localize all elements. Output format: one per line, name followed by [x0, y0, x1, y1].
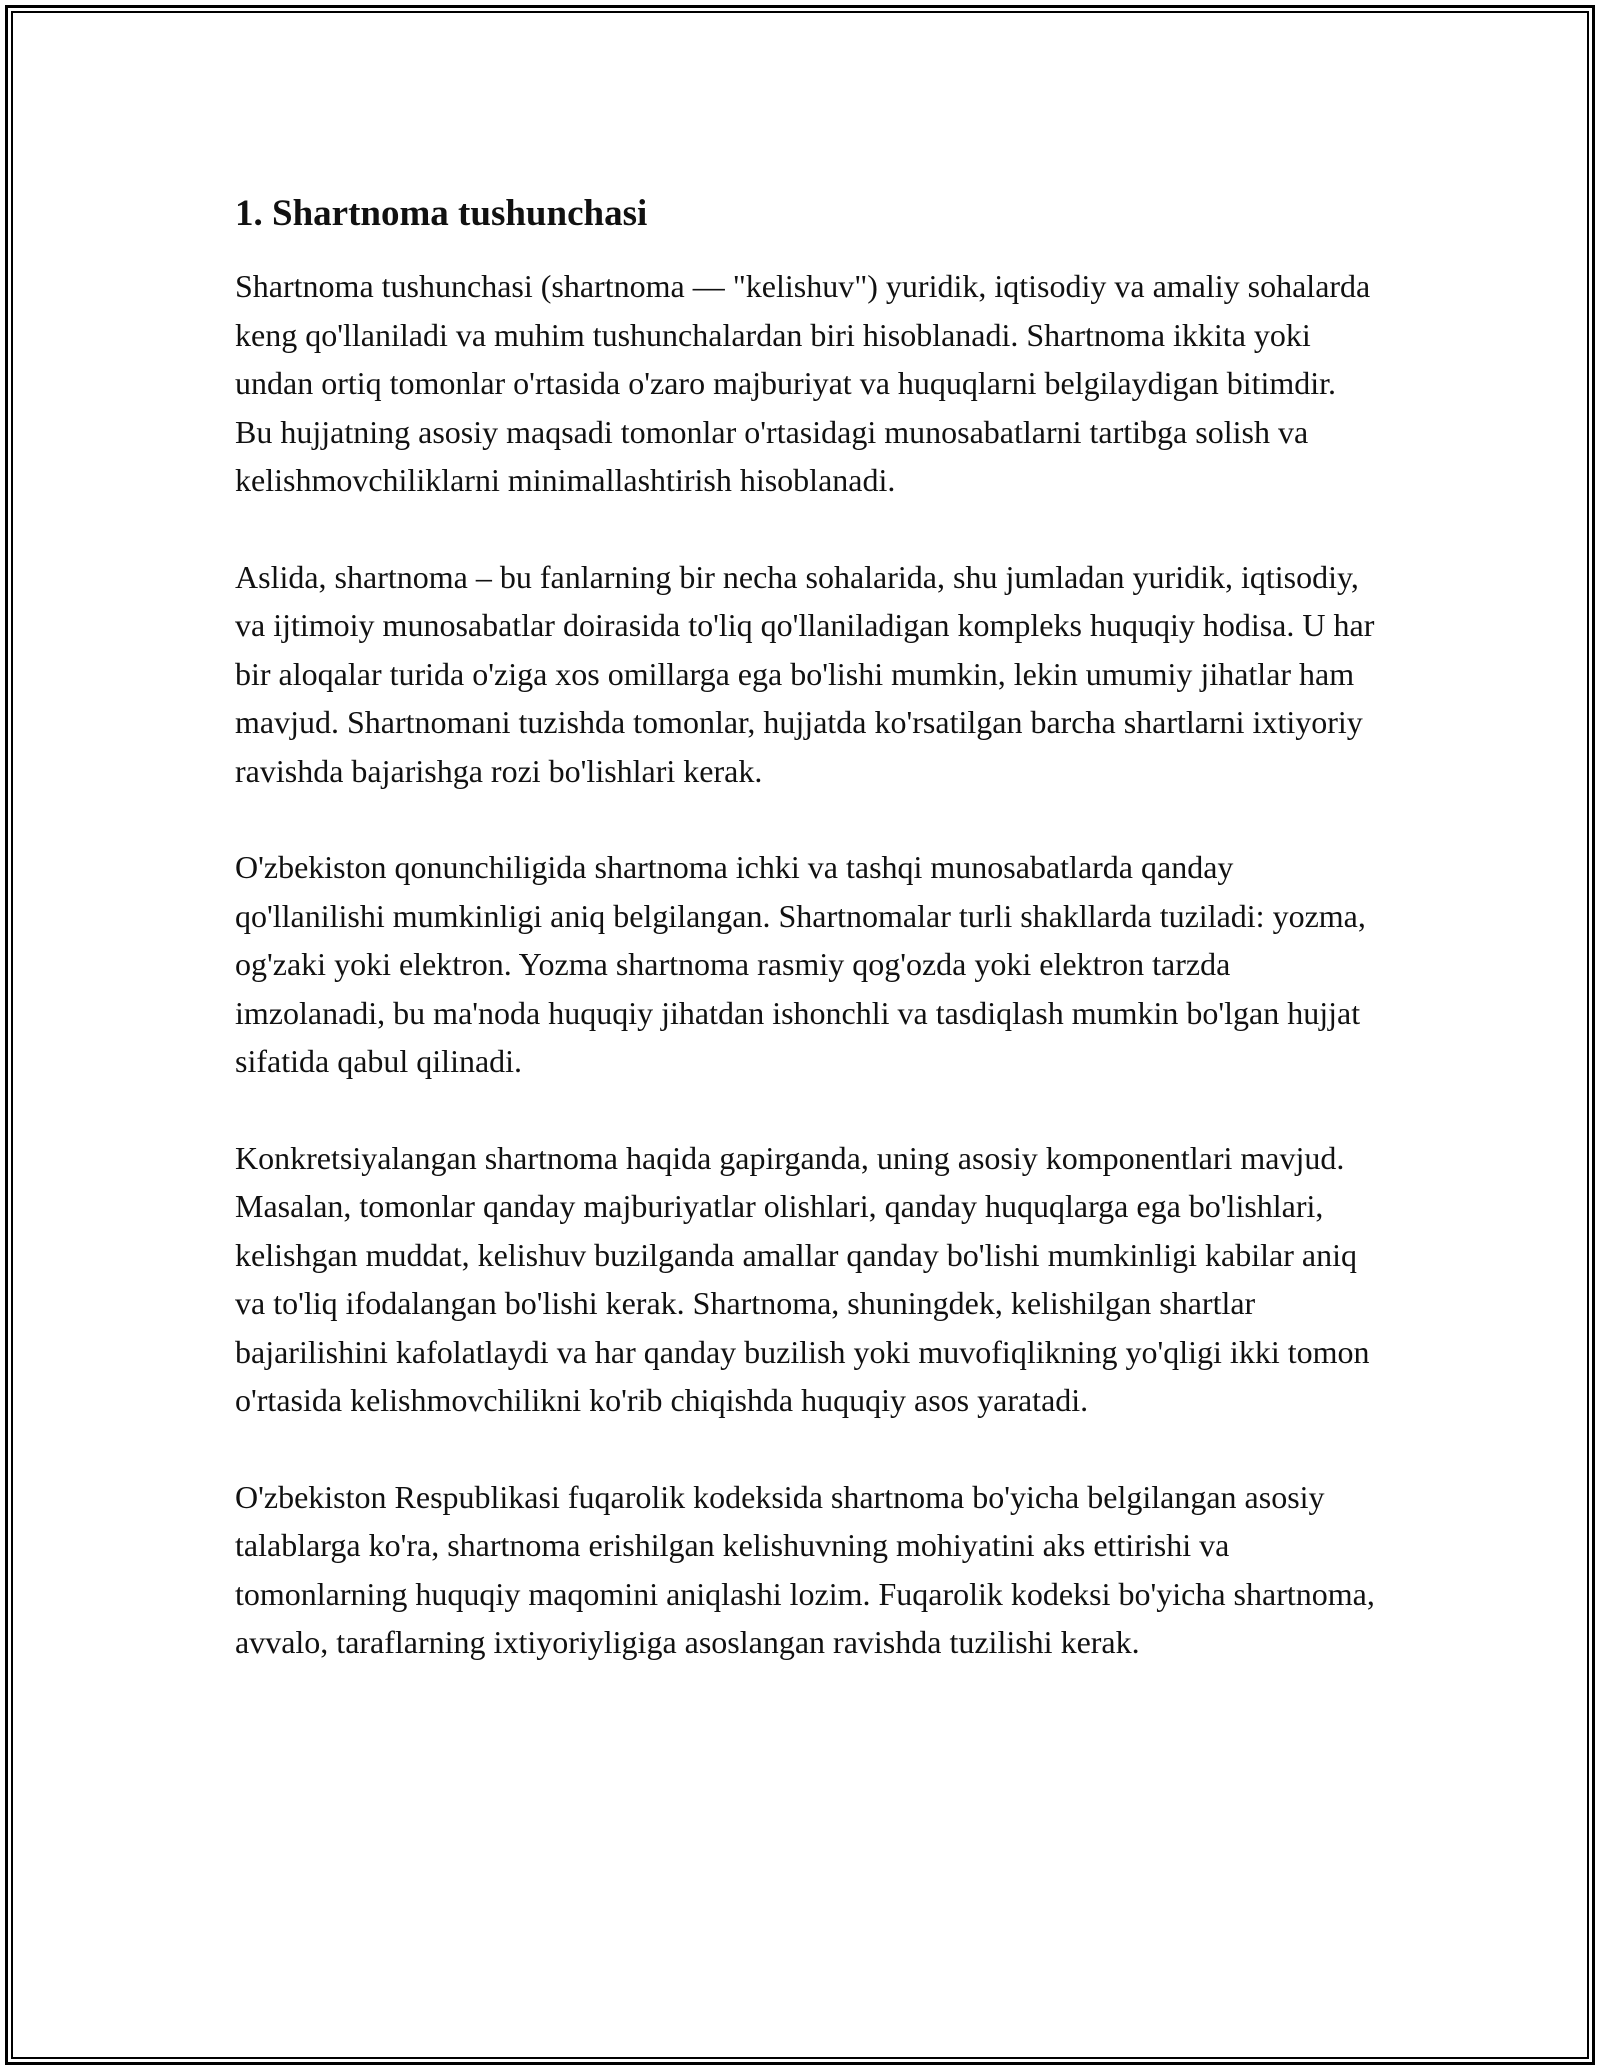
paragraph-4: Konkretsiyalangan shartnoma haqida gapirganda, uning asosiy komponentlari mavjud. Masalan, tomonlar qanday majburiyatlar olishlari, qanday huquqlarga ega bo'lishlari, kelishgan muddat, kelishuv buzilganda amallar qanday bo'lishi mumkinligi kabilar aniq va to'liq ifodalangan bo'lishi kerak. Shartnoma, shuningdek, kelishilgan shartlar bajarilishini kafolatlaydi va har qanday buzilish yoki muvofiqlikning yo'qligi ikki tomon o'rtasida kelishmovchilikni ko'rib chiqishda huquqiy asos yaratadi. — [235, 1139, 1370, 1418]
paragraph-1: Shartnoma tushunchasi (shartnoma — "kelishuv") yuridik, iqtisodiy va amaliy sohalarda keng qo'llaniladi va muhim tushunchalardan biri hisoblanadi. Shartnoma ikkita yoki undan ortiq tomonlar o'rtasida o'zaro majburiyat va huquqlarni belgilaydigan bitimdir. Bu hujjatning asosiy maqsadi tomonlar o'rtasidagi munosabatlarni tartibga solish va kelishmovchiliklarni minimallashtirish hisoblanadi. — [235, 268, 1371, 498]
document-body — [235, 190, 1380, 1667]
paragraph-2: Aslida, shartnoma – bu fanlarning bir necha sohalarida, shu jumladan yuridik, iqtisodiy, va ijtimoiy munosabatlar doirasida to'liq qo'llaniladigan kompleks huquqiy hodisa. U har bir aloqalar turida o'ziga xos omillarga ega bo'lishi mumkin, lekin umumiy jihatlar ham mavjud. Shartnomani tuzishda tomonlar, hujjatda ko'rsatilgan barcha shartlarni ixtiyoriy ravishda bajarishga rozi bo'lishlari kerak. — [235, 558, 1375, 789]
paragraph-3: O'zbekiston qonunchiligida shartnoma ichki va tashqi munosabatlarda qanday qo'llanilishi mumkinligi aniq belgilangan. Shartnomalar turli shakllarda tuziladi: yozma, og'zaki yoki elektron. Yozma shartnoma rasmiy qog'ozda yoki elektron tarzda imzolanadi, bu ma'noda huquqiy jihatdan ishonchli va tasdiqlash mumkin bo'lgan hujjat sifatida qabul qilinadi. — [235, 849, 1366, 1079]
paragraph-5: O'zbekiston Respublikasi fuqarolik kodeksida shartnoma bo'yicha belgilangan asosiy talablarga ko'ra, shartnoma erishilgan kelishuvning mohiyatini aks ettirishi va tomonlarning huquqiy maqomini aniqlashi lozim. Fuqarolik kodeksi bo'yicha shartnoma, avvalo, taraflarning ixtiyoriyligiga asoslangan ravishda tuzilishi kerak. — [235, 1478, 1375, 1660]
document-title: 1. Shartnoma tushunchasi — [235, 193, 648, 234]
